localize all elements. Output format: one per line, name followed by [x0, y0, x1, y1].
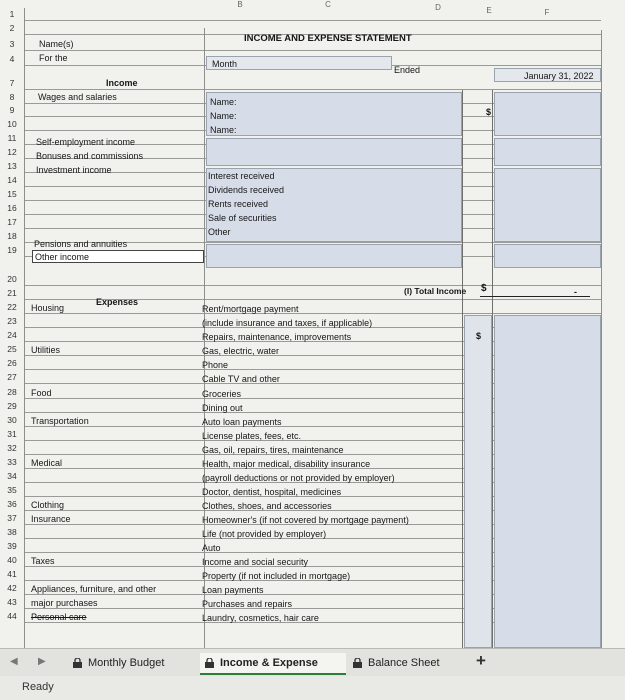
ended-label: Ended	[394, 65, 421, 75]
statement-title: INCOME AND EXPENSE STATEMENT	[244, 33, 412, 44]
row-number[interactable]: 17	[7, 217, 17, 227]
investment-amount-input[interactable]	[494, 168, 601, 242]
row-number[interactable]: 40	[7, 555, 17, 565]
row-number[interactable]: 18	[7, 231, 17, 241]
expense-category: Appliances, furniture, and other	[31, 584, 157, 594]
grid-vline	[601, 30, 602, 648]
wages-currency: $	[486, 107, 492, 117]
row-number[interactable]: 25	[7, 344, 17, 354]
row-number[interactable]: 7	[9, 78, 15, 88]
tab-balance-sheet[interactable]	[348, 653, 474, 673]
other-income-input[interactable]	[206, 244, 462, 268]
column-header-e[interactable]: E	[486, 6, 492, 15]
sheet-tab-bar	[0, 648, 625, 677]
status-text: Ready	[22, 681, 54, 693]
names-label: Name(s)	[39, 39, 74, 49]
status-bar	[0, 676, 625, 700]
tab-label: Balance Sheet	[368, 657, 440, 669]
total-income-label: (I) Total Income	[404, 286, 467, 296]
for-the-label: For the	[39, 53, 68, 63]
income-heading: Income	[106, 78, 138, 88]
expense-category: Food	[31, 388, 52, 398]
self-employment-input[interactable]	[206, 138, 462, 166]
tab-label: Income & Expense	[220, 657, 318, 669]
column-header-b[interactable]: B	[237, 0, 243, 9]
row-number[interactable]: 28	[7, 387, 17, 397]
add-sheet-button[interactable]: +	[476, 651, 486, 670]
tab-income-expense[interactable]	[200, 653, 346, 675]
expense-category: Insurance	[31, 514, 71, 524]
row-number[interactable]: 39	[7, 541, 17, 551]
row-number[interactable]: 8	[9, 92, 15, 102]
row-number[interactable]: 34	[7, 471, 17, 481]
expense-notes-column[interactable]	[494, 315, 601, 648]
other-income-amount-input[interactable]	[494, 244, 601, 268]
row-number[interactable]: 15	[7, 189, 17, 199]
expense-item: Homeowner's (if not covered by mortgage payment)	[202, 515, 409, 525]
expense-item: Groceries	[202, 389, 242, 399]
investment-item-rents: Rents received	[208, 199, 269, 209]
row-number[interactable]: 38	[7, 527, 17, 537]
expense-item: Phone	[202, 360, 229, 370]
date-value[interactable]: January 31, 2022	[524, 71, 594, 81]
expense-item: Property (if not included in mortgage)	[202, 571, 351, 581]
row-number[interactable]: 12	[7, 147, 17, 157]
expense-item: Income and social security	[202, 557, 309, 567]
row-number[interactable]: 10	[7, 119, 17, 129]
row-number[interactable]: 9	[9, 105, 15, 115]
row-number[interactable]: 30	[7, 415, 17, 425]
column-header-f[interactable]: F	[544, 8, 550, 17]
expense-item: Loan payments	[202, 585, 264, 595]
name-label-1: Name:	[210, 97, 237, 107]
expense-category: major purchases	[31, 598, 98, 608]
scroll-left-icon[interactable]: ◀	[10, 656, 18, 667]
grid-vline	[462, 90, 463, 648]
wages-label: Wages and salaries	[38, 92, 117, 102]
total-income-currency: $	[481, 283, 487, 294]
tab-label: Monthly Budget	[88, 657, 165, 669]
expense-item: Auto	[202, 543, 221, 553]
expense-item: Life (not provided by employer)	[202, 529, 327, 539]
expense-category: Clothing	[31, 500, 65, 510]
wages-names-input[interactable]	[206, 92, 462, 136]
row-number[interactable]: 41	[7, 569, 17, 579]
total-income-value: -	[574, 287, 577, 297]
self-employment-label: Self-employment income	[36, 137, 136, 147]
row-number[interactable]: 4	[9, 54, 15, 64]
expense-item: (payroll deductions or not provided by employer)	[202, 473, 395, 483]
row-number[interactable]: 21	[7, 288, 17, 298]
row-number[interactable]: 42	[7, 583, 17, 593]
expense-category: Housing	[31, 303, 65, 313]
expense-item: (include insurance and taxes, if applicable)	[202, 318, 373, 328]
investment-item-other: Other	[208, 227, 231, 237]
expense-item: Dining out	[202, 403, 243, 413]
row-number[interactable]: 3	[9, 39, 15, 49]
row-gridline	[24, 89, 601, 90]
expense-item: Clothes, shoes, and accessories	[202, 501, 332, 511]
row-number[interactable]: 23	[7, 316, 17, 326]
self-employment-amount-input[interactable]	[494, 138, 601, 166]
row-number[interactable]: 32	[7, 443, 17, 453]
expense-item: Health, major medical, disability insurance	[202, 459, 371, 469]
lock-icon	[352, 658, 363, 668]
expense-item: Auto loan payments	[202, 417, 282, 427]
row-number[interactable]: 16	[7, 203, 17, 213]
expense-item: License plates, fees, etc.	[202, 431, 302, 441]
expense-item: Gas, oil, repairs, tires, maintenance	[202, 445, 344, 455]
row-number[interactable]: 35	[7, 485, 17, 495]
grid-vline	[492, 90, 493, 648]
expense-item: Rent/mortgage payment	[202, 304, 299, 314]
column-header-c[interactable]: C	[325, 0, 331, 9]
expenses-heading: Expenses	[96, 297, 139, 307]
grid-vline	[24, 8, 25, 648]
expense-category: Personal care	[31, 612, 87, 622]
investment-item-securities: Sale of securities	[208, 213, 277, 223]
pensions-label: Pensions and annuities	[34, 239, 128, 249]
row-number[interactable]: 19	[7, 245, 17, 255]
name-label-3: Name:	[210, 125, 237, 135]
row-number[interactable]: 44	[7, 611, 17, 621]
investment-label: Investment income	[36, 165, 112, 175]
expense-item: Gas, electric, water	[202, 346, 280, 356]
column-header-d[interactable]: D	[435, 3, 441, 12]
wages-amount-input[interactable]	[494, 92, 601, 136]
row-number[interactable]: 31	[7, 429, 17, 439]
expense-item: Laundry, cosmetics, hair care	[202, 613, 319, 623]
row-number[interactable]: 11	[7, 133, 17, 143]
investment-item-interest: Interest received	[208, 171, 275, 181]
row-gridline	[24, 20, 601, 21]
row-number[interactable]: 27	[7, 372, 17, 382]
row-number[interactable]: 37	[7, 513, 17, 523]
row-number[interactable]: 1	[9, 9, 15, 19]
expense-item: Purchases and repairs	[202, 599, 293, 609]
expense-item: Repairs, maintenance, improvements	[202, 332, 352, 342]
month-label: Month	[212, 59, 238, 69]
row-number[interactable]: 13	[7, 161, 17, 171]
row-gridline	[24, 285, 601, 286]
expense-category: Medical	[31, 458, 63, 468]
expense-item: Doctor, dentist, hospital, medicines	[202, 487, 342, 497]
expense-amount-column[interactable]	[464, 315, 492, 648]
expenses-currency: $	[476, 331, 482, 341]
expense-category: Taxes	[31, 556, 55, 566]
investment-item-dividends: Dividends received	[208, 185, 285, 195]
row-number[interactable]: 24	[7, 330, 17, 340]
lock-icon	[72, 658, 83, 668]
lock-icon	[204, 658, 215, 668]
scroll-right-icon[interactable]: ▶	[38, 656, 46, 667]
row-number[interactable]: 36	[7, 499, 17, 509]
row-number[interactable]: 43	[7, 597, 17, 607]
row-gridline	[24, 50, 601, 51]
row-number[interactable]: 20	[7, 274, 17, 284]
expense-category: Utilities	[31, 345, 61, 355]
row-gridline	[24, 313, 601, 314]
tab-monthly-budget[interactable]	[68, 653, 200, 673]
row-number[interactable]: 14	[7, 175, 17, 185]
row-number[interactable]: 2	[9, 23, 15, 33]
row-number[interactable]: 26	[7, 358, 17, 368]
expense-category: Transportation	[31, 416, 89, 426]
row-number[interactable]: 33	[7, 457, 17, 467]
row-number[interactable]: 29	[7, 401, 17, 411]
name-label-2: Name:	[210, 111, 237, 121]
other-income-label[interactable]: Other income	[35, 252, 90, 262]
row-number[interactable]: 22	[7, 302, 17, 312]
expense-item: Cable TV and other	[202, 374, 280, 384]
bonuses-label: Bonuses and commissions	[36, 151, 144, 161]
